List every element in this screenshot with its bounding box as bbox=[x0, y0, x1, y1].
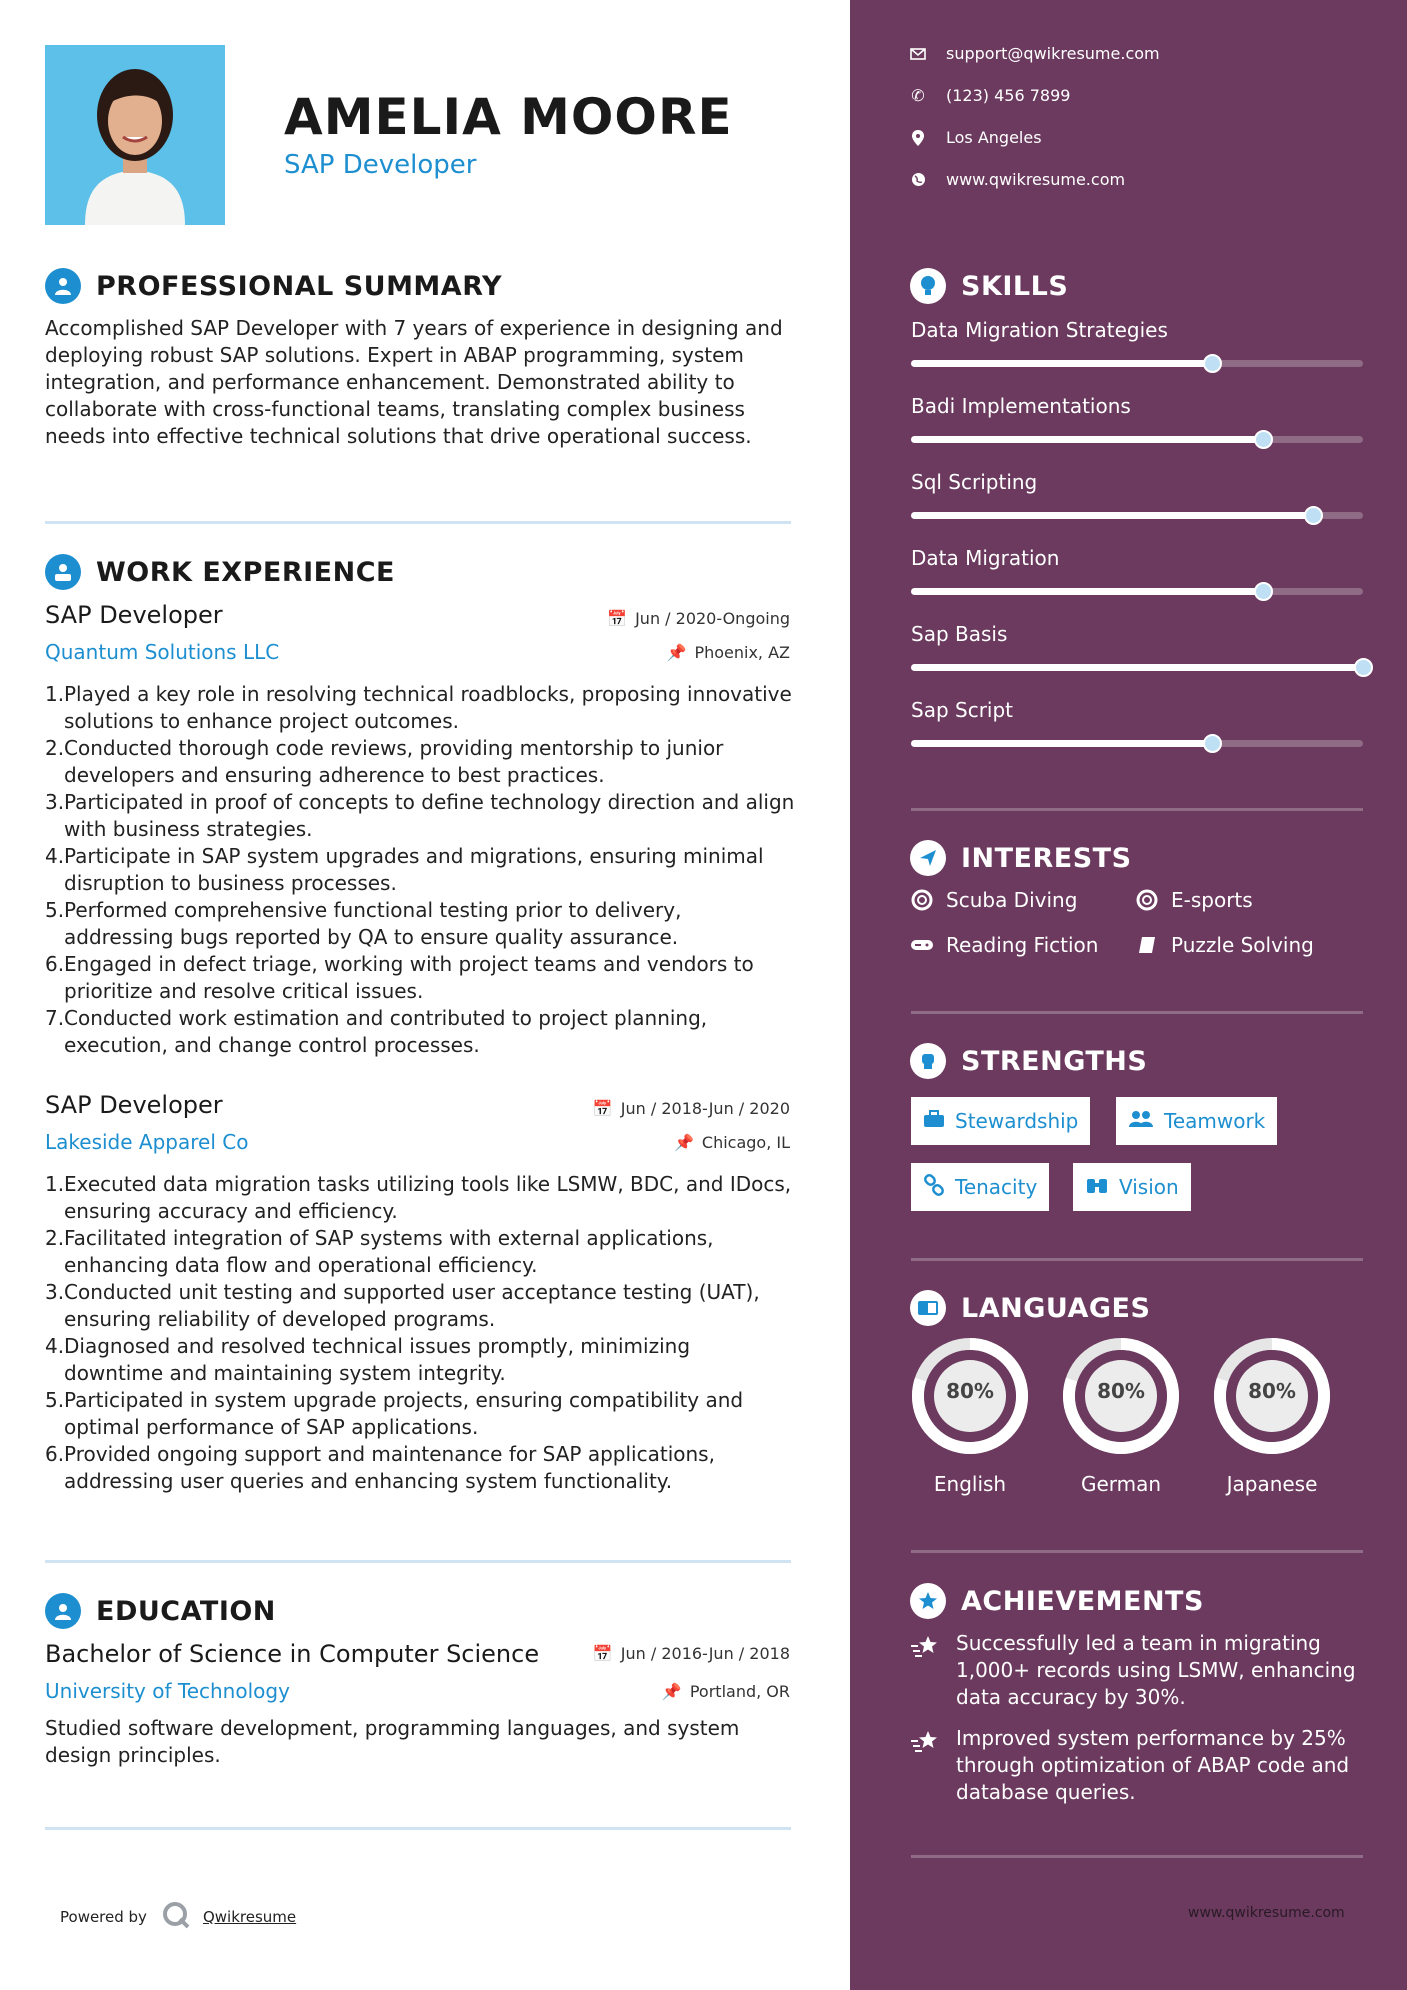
language-label: Japanese bbox=[1226, 1472, 1318, 1496]
language-percent: 80% bbox=[1248, 1379, 1296, 1403]
skill-bar bbox=[911, 740, 1363, 747]
skill-label: Data Migration bbox=[911, 546, 1060, 570]
job-title: SAP Developer bbox=[45, 601, 223, 629]
skill-bar-fill bbox=[911, 588, 1263, 595]
users-icon bbox=[1128, 1109, 1154, 1133]
list-item: 7. Conducted work estimation and contributed to project planning, execution, and change control processes. bbox=[45, 1006, 708, 1057]
school-name: University of Technology bbox=[45, 1679, 290, 1703]
achievements-heading: ACHIEVEMENTS bbox=[961, 1585, 1204, 1617]
education-heading: EDUCATION bbox=[96, 1595, 276, 1627]
lightbulb-icon bbox=[910, 268, 946, 304]
divider bbox=[911, 1011, 1363, 1014]
paper-plane-icon bbox=[910, 840, 946, 876]
candidate-title: SAP Developer bbox=[284, 150, 477, 180]
strengths-heading: STRENGTHS bbox=[961, 1045, 1148, 1077]
job-dates: 📅 Jun / 2020-Ongoing bbox=[607, 609, 790, 628]
fist-icon bbox=[910, 1043, 946, 1079]
skill-bar-knob bbox=[1254, 430, 1273, 449]
graduate-icon bbox=[45, 1593, 81, 1629]
interests-heading: INTERESTS bbox=[961, 842, 1132, 874]
interests-header bbox=[910, 840, 1132, 876]
calendar-icon: 📅 bbox=[592, 1644, 613, 1663]
skill-bar bbox=[911, 512, 1363, 519]
language-ring bbox=[1061, 1336, 1181, 1456]
contact-phone: ✆ (123) 456 7899 bbox=[911, 86, 1071, 105]
phone-icon: ✆ bbox=[911, 86, 925, 105]
skill-label: Sap Basis bbox=[911, 622, 1008, 646]
job-company: Lakeside Apparel Co bbox=[45, 1130, 249, 1154]
qwikresume-logo-icon bbox=[161, 1900, 191, 1934]
lifebuoy-icon bbox=[1135, 889, 1159, 911]
summary-text: Accomplished SAP Developer with 7 years of experience in designing and deploying robust SAP solutions. Expert in ABAP programming, system integration, and performance enhancement. Demonstrated ability to collaborate with cross-functional teams, translating complex business needs into effective technical solutions that drive operational success. bbox=[45, 316, 783, 448]
job-location: 📌 Chicago, IL bbox=[673, 1133, 790, 1152]
languages-heading: LANGUAGES bbox=[961, 1292, 1151, 1324]
location-pin-icon bbox=[910, 130, 926, 146]
skill-bar-fill bbox=[911, 436, 1263, 443]
skill-bar-fill bbox=[911, 740, 1212, 747]
contact-email: support@qwikresume.com bbox=[910, 44, 1160, 63]
strengths-header bbox=[910, 1043, 1147, 1079]
divider bbox=[911, 808, 1363, 811]
shooting-star-icon bbox=[910, 1729, 940, 1759]
education-header bbox=[45, 1593, 276, 1629]
strength-chip: Vision bbox=[1073, 1163, 1191, 1211]
achievements-header bbox=[910, 1583, 1204, 1619]
education-dates: 📅 Jun / 2016-Jun / 2018 bbox=[592, 1644, 790, 1663]
language-label: English bbox=[933, 1472, 1007, 1496]
skill-label: Sap Script bbox=[911, 698, 1014, 722]
skills-heading: SKILLS bbox=[961, 270, 1069, 302]
skill-bar bbox=[911, 664, 1363, 671]
skill-label: Sql Scripting bbox=[911, 470, 1038, 494]
divider bbox=[45, 1560, 791, 1563]
interest-item: Scuba Diving bbox=[910, 888, 1077, 912]
skill-bar-fill bbox=[911, 664, 1363, 671]
pin-icon: 📌 bbox=[673, 1133, 694, 1152]
degree-title: Bachelor of Science in Computer Science bbox=[45, 1640, 540, 1668]
education-location: 📌 Portland, OR bbox=[661, 1682, 790, 1701]
contact-location: Los Angeles bbox=[910, 128, 1042, 147]
summary-header bbox=[45, 268, 502, 304]
list-item: 1. Executed data migration tasks utilizing tools like LSMW, BDC, and IDocs, ensuring accuracy and efficiency. bbox=[45, 1172, 792, 1223]
lifebuoy-icon bbox=[910, 889, 934, 911]
job-bullets bbox=[45, 1171, 795, 1495]
strength-chip: Stewardship bbox=[911, 1097, 1090, 1145]
list-item: 4. Participate in SAP system upgrades and migrations, ensuring minimal disruption to business processes. bbox=[45, 844, 764, 895]
skills-header bbox=[910, 268, 1068, 304]
user-icon bbox=[45, 268, 81, 304]
shooting-star-icon bbox=[910, 1634, 940, 1664]
skill-bar-fill bbox=[911, 512, 1313, 519]
profile-photo bbox=[45, 45, 225, 225]
language-percent: 80% bbox=[946, 1379, 994, 1403]
experience-header bbox=[45, 554, 395, 590]
achievement-text: Improved system performance by 25% through optimization of ABAP code and database queries. bbox=[956, 1726, 1350, 1804]
skill-bar bbox=[911, 360, 1363, 367]
list-item: 6. Engaged in defect triage, working with project teams and vendors to prioritize and resolve critical issues. bbox=[45, 952, 754, 1003]
list-item: 1. Played a key role in resolving technical roadblocks, proposing innovative solutions to enhance project outcomes. bbox=[45, 682, 792, 733]
list-item: 3. Conducted unit testing and supported user acceptance testing (UAT), ensuring reliability of developed programs. bbox=[45, 1280, 760, 1331]
powered-by: Powered by Qwikresume bbox=[60, 1900, 296, 1934]
skill-bar bbox=[911, 436, 1363, 443]
candidate-name: AMELIA MOORE bbox=[284, 88, 733, 146]
interest-item: E-sports bbox=[1135, 888, 1253, 912]
divider bbox=[45, 521, 791, 524]
language-ring bbox=[910, 1336, 1030, 1456]
job-title: SAP Developer bbox=[45, 1091, 223, 1119]
star-badge-icon bbox=[910, 1583, 946, 1619]
language-ring bbox=[1212, 1336, 1332, 1456]
skill-label: Badi Implementations bbox=[911, 394, 1131, 418]
list-item: 4. Diagnosed and resolved technical issues promptly, minimizing downtime and maintaining system integrity. bbox=[45, 1334, 691, 1385]
interest-item: Reading Fiction bbox=[910, 933, 1098, 957]
briefcase-icon bbox=[923, 1109, 945, 1133]
calendar-icon: 📅 bbox=[592, 1099, 613, 1118]
skill-bar-knob bbox=[1304, 506, 1323, 525]
list-item: 3. Participated in proof of concepts to define technology direction and align with business strategies. bbox=[45, 790, 795, 841]
job-location: 📌 Phoenix, AZ bbox=[666, 643, 790, 662]
divider bbox=[911, 1258, 1363, 1261]
list-item: 6. Provided ongoing support and maintenance for SAP applications, addressing user queries and enhancing system functionality. bbox=[45, 1442, 715, 1493]
language-label: German bbox=[1080, 1472, 1162, 1496]
education-description: Studied software development, programming languages, and system design principles. bbox=[45, 1716, 740, 1767]
skill-bar-fill bbox=[911, 360, 1212, 367]
qwikresume-link[interactable]: Qwikresume bbox=[202, 1908, 297, 1926]
job-company: Quantum Solutions LLC bbox=[45, 640, 280, 664]
strength-chip: Tenacity bbox=[911, 1163, 1049, 1211]
divider bbox=[45, 1827, 791, 1830]
skill-bar-knob bbox=[1254, 582, 1273, 601]
strength-chip: Teamwork bbox=[1116, 1097, 1277, 1145]
list-item: 2. Facilitated integration of SAP systems with external applications, enhancing data flow and operational efficiency. bbox=[45, 1226, 714, 1277]
briefcase-user-icon bbox=[45, 554, 81, 590]
list-item: 2. Conducted thorough code reviews, providing mentorship to junior developers and ensuring adherence to best practices. bbox=[45, 736, 724, 787]
list-item: 5. Performed comprehensive functional testing prior to delivery, addressing bugs reported by QA to ensure quality assurance. bbox=[45, 898, 682, 949]
footer-website[interactable]: www.qwikresume.com bbox=[1188, 1905, 1345, 1921]
envelope-icon bbox=[910, 48, 926, 60]
globe-icon bbox=[910, 172, 926, 187]
calendar-icon: 📅 bbox=[607, 609, 628, 628]
translate-icon bbox=[910, 1290, 946, 1326]
summary-heading: PROFESSIONAL SUMMARY bbox=[96, 270, 503, 302]
job-dates: 📅 Jun / 2018-Jun / 2020 bbox=[592, 1099, 790, 1118]
languages-header bbox=[910, 1290, 1150, 1326]
skill-bar-knob bbox=[1354, 658, 1373, 677]
pin-icon: 📌 bbox=[666, 643, 687, 662]
interest-item: Puzzle Solving bbox=[1135, 933, 1314, 957]
language-percent: 80% bbox=[1097, 1379, 1145, 1403]
divider bbox=[911, 1550, 1363, 1553]
link-icon bbox=[923, 1174, 945, 1201]
skill-label: Data Migration Strategies bbox=[911, 318, 1168, 342]
book-icon bbox=[1135, 935, 1159, 955]
achievement-text: Successfully led a team in migrating 1,000+ records using LSMW, enhancing data accuracy by 30%. bbox=[956, 1631, 1356, 1709]
divider bbox=[911, 1855, 1363, 1858]
job-bullets bbox=[45, 681, 795, 1059]
contact-website: www.qwikresume.com bbox=[910, 170, 1125, 189]
gamepad-icon bbox=[910, 937, 934, 953]
skill-bar bbox=[911, 588, 1363, 595]
pin-icon: 📌 bbox=[661, 1682, 682, 1701]
experience-heading: WORK EXPERIENCE bbox=[96, 556, 395, 588]
binoculars-icon bbox=[1085, 1175, 1109, 1200]
list-item: 5. Participated in system upgrade projects, ensuring compatibility and optimal performance of SAP applications. bbox=[45, 1388, 744, 1439]
